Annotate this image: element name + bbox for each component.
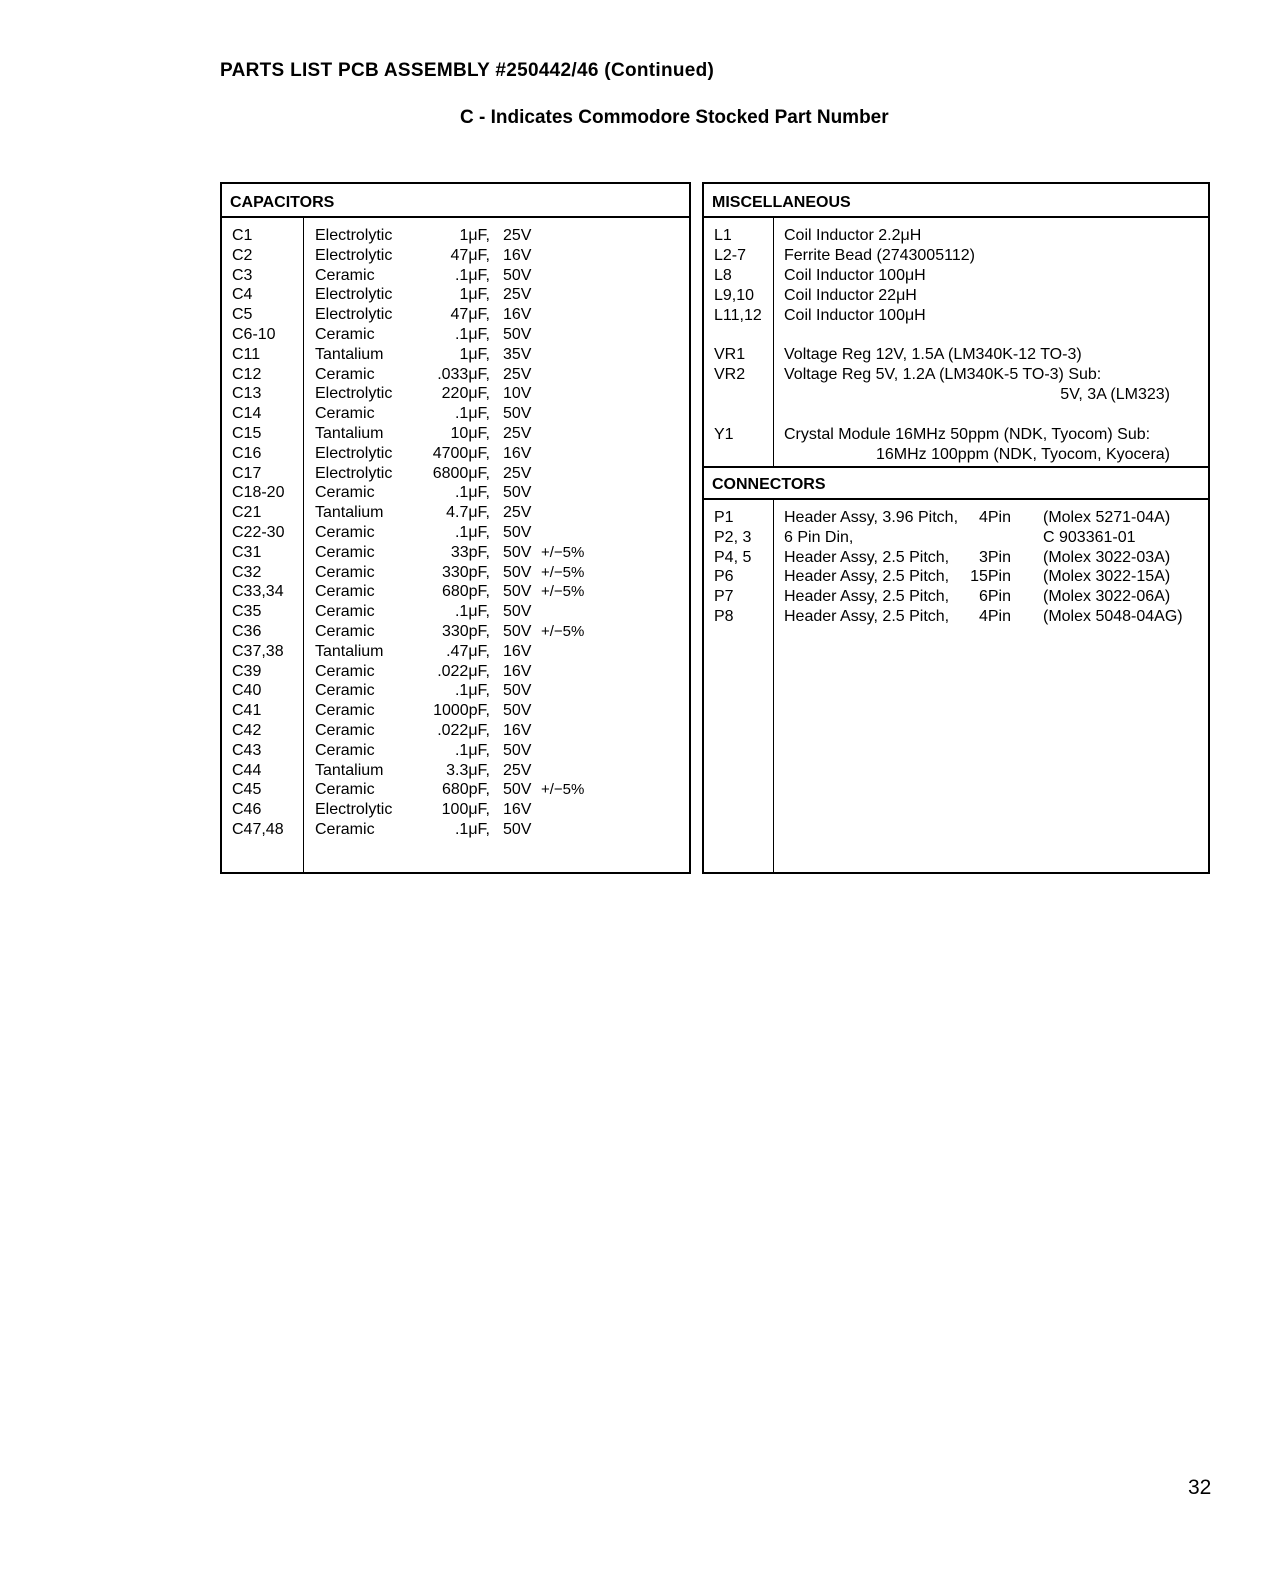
table-row	[704, 226, 1208, 246]
part-ref: C31	[232, 543, 262, 561]
part-type: Ceramic	[315, 662, 375, 680]
part-description: Header Assy, 3.96 Pitch,	[784, 509, 959, 526]
part-value: 4.7μF,	[446, 504, 490, 522]
part-type: Ceramic	[315, 266, 375, 284]
page-title: PARTS LIST PCB ASSEMBLY #250442/46 (Continued)	[220, 60, 715, 81]
table-row	[222, 325, 689, 345]
part-pins: 4Pin	[978, 608, 1011, 625]
table-row	[704, 365, 1208, 385]
table-row	[222, 721, 689, 741]
part-type: Tantalium	[315, 504, 384, 522]
part-type: Ceramic	[315, 405, 375, 423]
part-value: 3.3μF,	[446, 761, 490, 779]
table-row	[222, 602, 689, 622]
part-tolerance: +/−5%	[541, 781, 585, 799]
part-voltage: 16V	[503, 722, 532, 739]
part-type: Electrolytic	[315, 464, 393, 482]
part-value: 1μF,	[459, 227, 490, 244]
table-row	[222, 384, 689, 404]
part-value: .47μF,	[446, 642, 490, 660]
part-voltage: 50V	[503, 781, 532, 799]
part-ref: L2-7	[714, 247, 747, 264]
part-type: Ceramic	[315, 583, 375, 601]
part-ref: C2	[232, 246, 253, 264]
part-voltage: 50V	[503, 563, 532, 581]
table-row	[222, 365, 689, 385]
part-ref: C21	[232, 504, 262, 522]
part-description: Ferrite Bead (2743005112)	[784, 247, 975, 264]
part-ref: C47,48	[232, 821, 284, 838]
part-voltage: 50V	[503, 741, 532, 759]
part-substitute: 5V, 3A (LM323)	[1060, 386, 1170, 403]
part-value: .1μF,	[454, 603, 490, 621]
table-row	[222, 761, 689, 781]
part-type: Ceramic	[315, 524, 375, 541]
table-row	[222, 662, 689, 682]
table-row	[704, 286, 1208, 306]
part-ref: C6-10	[232, 326, 276, 343]
part-description: Voltage Reg 12V, 1.5A (LM340K-12 TO-3)	[784, 346, 1082, 363]
part-voltage: 16V	[503, 662, 532, 680]
part-ref: C12	[232, 365, 262, 383]
part-ref: C35	[232, 603, 262, 621]
part-value: .1μF,	[454, 326, 490, 343]
part-ref: C36	[232, 623, 262, 640]
part-voltage: 50V	[503, 702, 532, 720]
part-voltage: 25V	[503, 227, 532, 244]
table-row	[704, 567, 1208, 587]
part-value: .1μF,	[454, 405, 490, 423]
part-value: 33pF,	[450, 543, 490, 561]
part-number: (Molex 3022-03A)	[1043, 548, 1171, 566]
part-ref: P1	[714, 509, 734, 526]
part-type: Ceramic	[315, 563, 375, 581]
part-ref: L8	[714, 267, 732, 284]
part-ref: C3	[232, 266, 253, 284]
part-type: Electrolytic	[315, 227, 393, 244]
connectors-heading: CONNECTORS	[704, 466, 1208, 500]
part-number: (Molex 3022-06A)	[1043, 588, 1171, 606]
part-value: 1000pF,	[433, 702, 490, 720]
table-row	[222, 226, 689, 246]
part-description: 6 Pin Din,	[784, 528, 854, 546]
part-voltage: 16V	[503, 246, 532, 264]
part-ref: C46	[232, 801, 262, 819]
part-description: Coil Inductor 100μH	[784, 307, 926, 324]
part-ref: C13	[232, 385, 262, 403]
table-row	[704, 246, 1208, 266]
part-value: 100μF,	[441, 801, 490, 819]
part-voltage: 16V	[503, 444, 532, 462]
table-row	[222, 741, 689, 761]
table-row	[222, 404, 689, 424]
part-ref: C37,38	[232, 642, 284, 660]
part-voltage: 50V	[503, 583, 532, 601]
table-row	[222, 701, 689, 721]
part-voltage: 25V	[503, 425, 532, 442]
part-tolerance: +/−5%	[541, 623, 585, 640]
part-ref: Y1	[714, 426, 734, 443]
table-row	[222, 424, 689, 444]
part-voltage: 50V	[503, 524, 532, 541]
part-pins: 6Pin	[978, 588, 1011, 606]
table-row	[222, 483, 689, 503]
part-value: 220μF,	[441, 385, 490, 403]
part-type: Ceramic	[315, 781, 375, 799]
part-voltage: 25V	[503, 464, 532, 482]
part-value: .022μF,	[437, 722, 490, 739]
table-row	[704, 508, 1208, 528]
part-description: Coil Inductor 22μH	[784, 287, 917, 304]
part-tolerance: +/−5%	[541, 563, 585, 581]
part-voltage: 25V	[503, 761, 532, 779]
part-description: Header Assy, 2.5 Pitch,	[784, 588, 950, 606]
part-value: .1μF,	[454, 266, 490, 284]
part-type: Ceramic	[315, 702, 375, 720]
table-row	[222, 800, 689, 820]
part-ref: P4, 5	[714, 548, 752, 566]
page-subtitle: C - Indicates Commodore Stocked Part Number	[460, 107, 889, 128]
part-value: .033μF,	[437, 365, 490, 383]
part-type: Electrolytic	[315, 385, 393, 403]
part-voltage: 50V	[503, 603, 532, 621]
part-ref: VR2	[714, 366, 746, 383]
part-tolerance: +/−5%	[541, 543, 585, 561]
part-ref: VR1	[714, 346, 746, 363]
table-row	[222, 543, 689, 563]
part-value: 10μF,	[450, 425, 490, 442]
table-row	[222, 523, 689, 543]
part-number: (Molex 5048-04AG)	[1043, 608, 1183, 625]
part-type: Electrolytic	[315, 444, 393, 462]
part-type: Ceramic	[315, 543, 375, 561]
part-ref: C40	[232, 682, 262, 700]
part-ref: C44	[232, 761, 262, 779]
table-row	[222, 266, 689, 286]
part-description: Header Assy, 2.5 Pitch,	[784, 568, 950, 586]
table-row	[222, 246, 689, 266]
part-type: Tantalium	[315, 642, 384, 660]
part-voltage: 50V	[503, 266, 532, 284]
part-ref: C11	[232, 345, 261, 363]
part-voltage: 50V	[503, 821, 532, 838]
table-row	[222, 582, 689, 602]
part-value: 1μF,	[459, 345, 490, 363]
part-number: (Molex 5271-04A)	[1043, 509, 1171, 526]
table-row-continued	[704, 445, 1208, 465]
part-value: 330pF,	[441, 563, 490, 581]
part-type: Ceramic	[315, 722, 375, 739]
table-row	[704, 528, 1208, 548]
part-voltage: 16V	[503, 642, 532, 660]
table-row	[704, 587, 1208, 607]
part-pins: 3Pin	[978, 548, 1011, 566]
part-voltage: 25V	[503, 286, 532, 304]
part-voltage: 25V	[503, 504, 532, 522]
part-ref: C45	[232, 781, 262, 799]
part-value: 6800μF,	[432, 464, 490, 482]
part-number: C 903361-01	[1043, 528, 1136, 546]
table-row	[222, 503, 689, 523]
part-voltage: 25V	[503, 365, 532, 383]
capacitors-heading: CAPACITORS	[222, 184, 689, 218]
table-row	[222, 820, 689, 840]
part-voltage: 35V	[503, 345, 532, 363]
part-voltage: 50V	[503, 484, 532, 502]
part-type: Tantalium	[315, 425, 384, 442]
part-ref: C17	[232, 464, 262, 482]
part-ref: C32	[232, 563, 262, 581]
part-type: Ceramic	[315, 603, 375, 621]
part-description: Coil Inductor 2.2μH	[784, 227, 922, 244]
part-ref: P2, 3	[714, 528, 752, 546]
part-ref: C1	[232, 227, 253, 244]
part-description: Header Assy, 2.5 Pitch,	[784, 548, 950, 566]
part-voltage: 10V	[503, 385, 532, 403]
part-ref: C4	[232, 286, 253, 304]
misc-heading: MISCELLANEOUS	[704, 184, 1208, 218]
part-value: .1μF,	[454, 821, 490, 838]
part-ref: C18-20	[232, 484, 285, 502]
part-description: Voltage Reg 5V, 1.2A (LM340K-5 TO-3) Sub:	[784, 366, 1102, 383]
part-value: .1μF,	[454, 484, 490, 502]
part-ref: C42	[232, 722, 262, 739]
table-row	[704, 607, 1208, 627]
table-row	[222, 563, 689, 583]
table-row	[222, 305, 689, 325]
part-type: Ceramic	[315, 821, 375, 838]
part-value: 4700μF,	[432, 444, 490, 462]
table-row	[222, 681, 689, 701]
table-row	[704, 266, 1208, 286]
part-pins: 15Pin	[970, 568, 1011, 586]
table-row	[222, 622, 689, 642]
table-row	[704, 548, 1208, 568]
part-type: Electrolytic	[315, 306, 393, 324]
part-value: 680pF,	[441, 583, 490, 601]
table-row	[704, 425, 1208, 445]
part-ref: C41	[232, 702, 262, 720]
part-type: Ceramic	[315, 623, 375, 640]
part-value: 330pF,	[441, 623, 490, 640]
part-voltage: 50V	[503, 543, 532, 561]
table-row	[222, 464, 689, 484]
part-voltage: 50V	[503, 326, 532, 343]
part-value: .022μF,	[437, 662, 490, 680]
part-ref: P7	[714, 588, 734, 606]
part-ref: P8	[714, 608, 734, 625]
table-row	[222, 345, 689, 365]
part-voltage: 50V	[503, 623, 532, 640]
part-type: Electrolytic	[315, 286, 393, 304]
part-ref: C39	[232, 662, 262, 680]
part-value: 47μF,	[450, 246, 490, 264]
part-value: 680pF,	[441, 781, 490, 799]
part-description: Crystal Module 16MHz 50ppm (NDK, Tyocom) Sub:	[784, 426, 1151, 443]
part-type: Tantalium	[315, 761, 384, 779]
page-number: 32	[1188, 1476, 1212, 1499]
part-ref: C14	[232, 405, 262, 423]
part-type: Electrolytic	[315, 246, 393, 264]
capacitors-panel	[220, 182, 691, 874]
part-ref: L11,12	[714, 307, 762, 324]
part-ref: L1	[714, 227, 732, 244]
part-voltage: 50V	[503, 405, 532, 423]
table-row-continued	[704, 385, 1208, 405]
part-voltage: 16V	[503, 801, 532, 819]
part-type: Ceramic	[315, 326, 375, 343]
part-substitute: 16MHz 100ppm (NDK, Tyocom, Kyocera)	[875, 446, 1170, 463]
part-description: Header Assy, 2.5 Pitch,	[784, 608, 950, 625]
part-tolerance: +/−5%	[541, 583, 585, 601]
part-type: Tantalium	[315, 345, 384, 363]
part-type: Ceramic	[315, 741, 375, 759]
part-value: 1μF,	[459, 286, 490, 304]
table-row	[704, 345, 1208, 365]
part-value: .1μF,	[454, 682, 490, 700]
part-ref: P6	[714, 568, 734, 586]
part-value: 47μF,	[450, 306, 490, 324]
table-row	[704, 306, 1208, 326]
part-voltage: 16V	[503, 306, 532, 324]
part-description: Coil Inductor 100μH	[784, 267, 926, 284]
part-value: .1μF,	[454, 524, 490, 541]
part-ref: C43	[232, 741, 262, 759]
part-ref: C16	[232, 444, 262, 462]
part-value: .1μF,	[454, 741, 490, 759]
part-pins: 4Pin	[978, 509, 1011, 526]
part-ref: C15	[232, 425, 262, 442]
part-number: (Molex 3022-15A)	[1043, 568, 1171, 586]
part-type: Ceramic	[315, 682, 375, 700]
part-type: Ceramic	[315, 484, 375, 502]
table-row	[222, 285, 689, 305]
part-voltage: 50V	[503, 682, 532, 700]
table-row	[222, 642, 689, 662]
part-ref: C5	[232, 306, 253, 324]
part-type: Electrolytic	[315, 801, 393, 819]
table-row	[222, 780, 689, 800]
misc-panel	[702, 182, 1210, 874]
part-type: Ceramic	[315, 365, 375, 383]
table-row	[222, 444, 689, 464]
column-divider	[689, 182, 691, 874]
part-ref: L9,10	[714, 287, 755, 304]
part-ref: C22-30	[232, 524, 285, 541]
part-ref: C33,34	[232, 583, 284, 601]
